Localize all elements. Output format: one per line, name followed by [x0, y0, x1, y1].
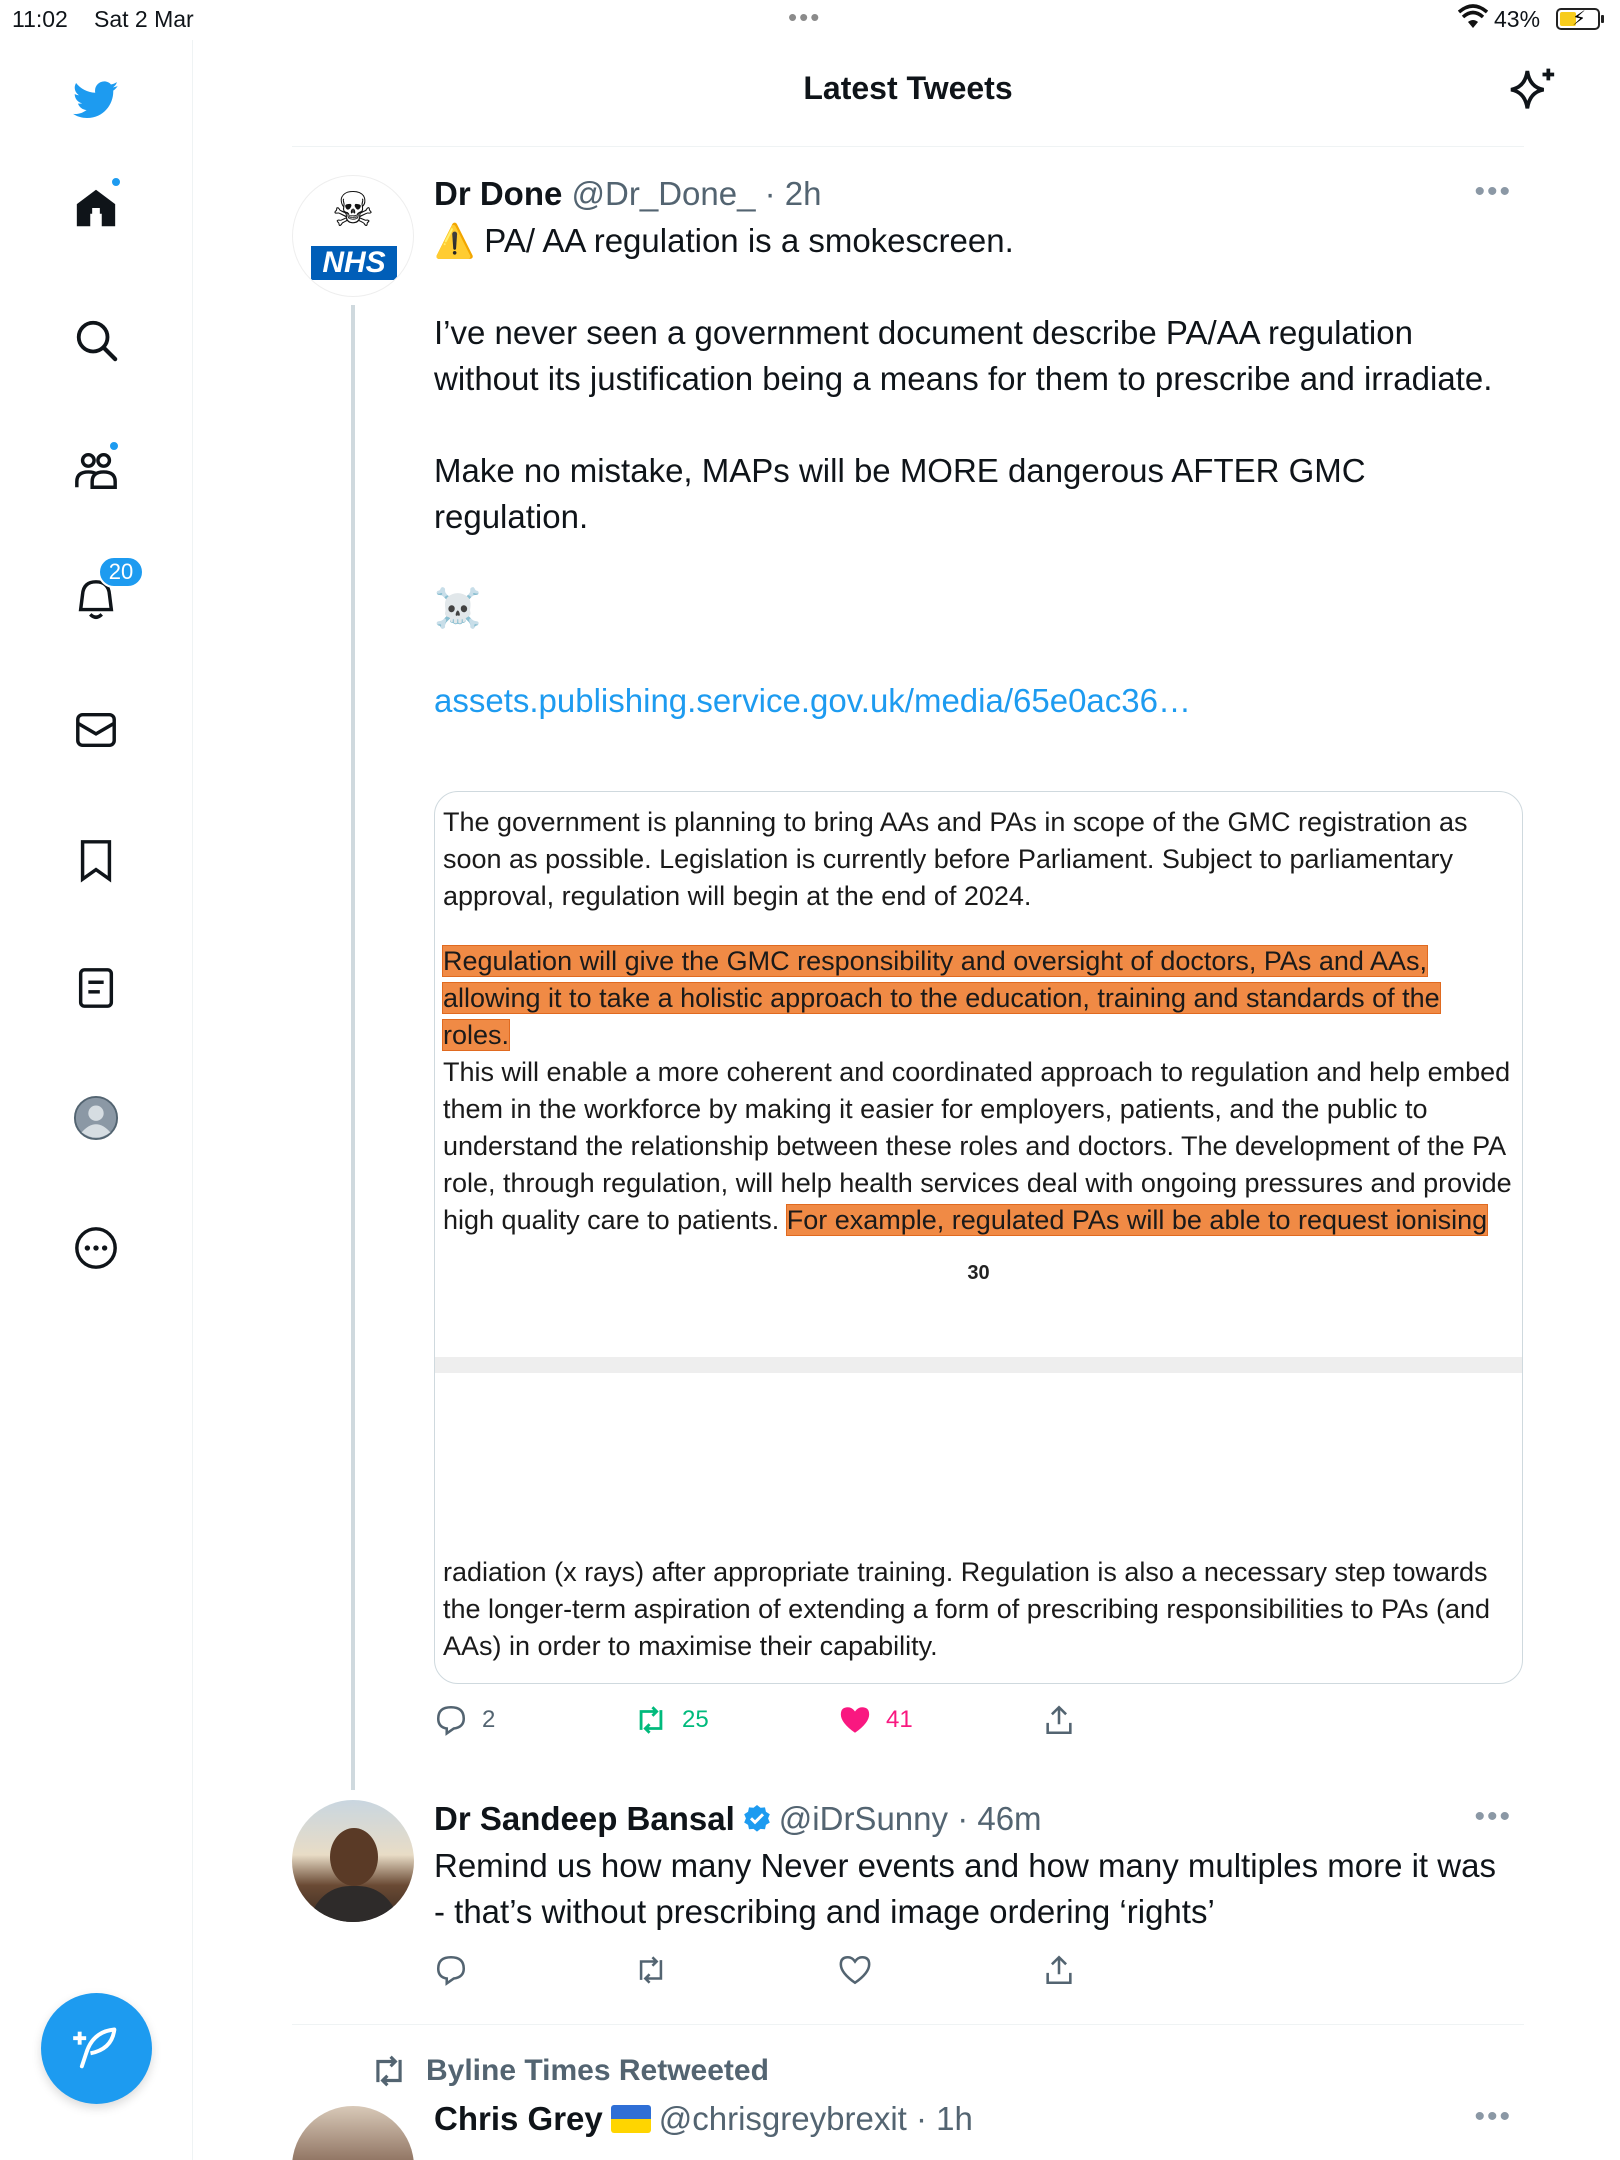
communities-icon[interactable] — [66, 440, 126, 500]
author-name[interactable]: Dr Sandeep Bansal — [434, 1800, 735, 1837]
bookmarks-icon[interactable] — [66, 830, 126, 890]
sidebar — [0, 40, 193, 2160]
lists-icon[interactable] — [66, 958, 126, 1018]
battery-percent: 43% — [1494, 6, 1541, 32]
timeline-header — [292, 40, 1524, 147]
tweet-time[interactable]: · 2h — [764, 175, 822, 212]
tweet-line: ☠️ — [434, 588, 482, 630]
more-options-icon[interactable] — [66, 1218, 126, 1278]
tweet-link[interactable]: assets.publishing.service.gov.uk/media/65e0ac36… — [434, 682, 1191, 719]
reply-icon — [434, 1703, 468, 1737]
sparkle-icon[interactable] — [1504, 64, 1560, 120]
tweet-line: ⚠️ PA/ AA regulation is a smokescreen. — [434, 222, 1014, 259]
battery-icon: ⚡ — [1556, 8, 1600, 30]
avatar[interactable] — [292, 1800, 414, 1922]
tweet-line: Make no mistake, MAPs will be MORE dangerous AFTER GMC regulation. — [434, 452, 1366, 535]
retweet-icon — [634, 1703, 668, 1737]
share-icon — [1042, 1703, 1076, 1737]
like-button[interactable] — [838, 1703, 913, 1737]
heart-icon — [838, 1953, 872, 1987]
messages-icon[interactable] — [66, 700, 126, 760]
retweeted-by[interactable] — [370, 2052, 769, 2090]
tweet-more-icon[interactable]: ••• — [1474, 2100, 1512, 2133]
retweet-count: 25 — [682, 1706, 709, 1733]
verified-badge-icon — [741, 1803, 773, 1835]
profile-icon[interactable] — [66, 1088, 126, 1148]
attached-image[interactable] — [434, 791, 1523, 1684]
reply-icon — [434, 1953, 468, 1987]
doc-paragraph: This will enable a more coherent and coordinated approach to regulation and help embed them in the workforce by making it easier for employers, patients, and the public to understand the relationship between these roles and doctors. The development of the PA role, through regulation, will help health services deal with ongoing pressures and provide high quality care to patients. — [443, 1057, 1512, 1235]
author-name[interactable]: Chris Grey — [434, 2100, 603, 2137]
tweet-time[interactable]: · 1h — [916, 2100, 973, 2137]
doc-page-number: 30 — [967, 1262, 990, 1284]
tweet-chris-grey[interactable] — [292, 2100, 1524, 2160]
retweet-icon — [634, 1953, 668, 1987]
doc-paragraph: radiation (x rays) after appropriate training. Regulation is also a necessary step towards the longer-term aspiration of extending a form of prescribing responsibilities to PAs (and AAs) in order to maximise their capability. — [443, 1557, 1491, 1661]
reply-button[interactable] — [434, 1703, 495, 1737]
like-count: 41 — [886, 1706, 913, 1733]
feather-plus-icon — [71, 2023, 123, 2075]
wifi-icon — [1458, 4, 1488, 37]
doc-highlight: Regulation will give the GMC responsibility and oversight of doctors, PAs and AAs, — [443, 946, 1427, 976]
doc-paragraph: The government is planning to bring AAs and PAs in scope of the GMC registration as soon as possible. Legislation is currently before Parliament. Subject to parliamentary approval, regulation will begin at the end of 2024. — [443, 807, 1468, 911]
home-icon[interactable] — [66, 178, 126, 238]
status-time: 11:02 — [12, 6, 68, 32]
notifications-badge: 20 — [98, 556, 144, 588]
tweet-header — [434, 2100, 973, 2138]
reply-button[interactable] — [434, 1953, 468, 1987]
thread-line — [351, 305, 355, 1790]
author-handle[interactable]: @Dr_Done_ — [571, 175, 756, 212]
avatar[interactable] — [292, 2106, 414, 2160]
author-handle[interactable]: @iDrSunny — [778, 1800, 949, 1837]
reply-count: 2 — [482, 1706, 496, 1733]
author-name[interactable]: Dr Done — [434, 175, 563, 212]
tweet-more-icon[interactable]: ••• — [1474, 175, 1512, 208]
tweet-body: Remind us how many Never events and how many multiples more it was - that’s without prescribing and image ordering ‘rights’ — [434, 1847, 1496, 1930]
retweet-button[interactable] — [634, 1953, 668, 1987]
tweet-body — [434, 218, 1514, 724]
retweet-icon — [370, 2052, 408, 2090]
tweet-actions — [434, 1703, 1134, 1743]
heart-filled-icon — [838, 1703, 872, 1737]
communities-unread-dot — [108, 440, 120, 452]
skull-crossbones-icon: ☠ — [331, 184, 375, 237]
home-unread-dot — [110, 176, 122, 188]
tweet-header — [434, 1800, 1042, 1838]
share-icon — [1042, 1953, 1076, 1987]
tweet-actions — [434, 1953, 1134, 1993]
compose-tweet-button[interactable] — [41, 1993, 152, 2104]
like-button[interactable] — [838, 1953, 872, 1987]
multitasking-dots-icon[interactable]: ••• — [788, 2, 822, 32]
retweet-button[interactable] — [634, 1703, 709, 1737]
tweet-more-icon[interactable]: ••• — [1474, 1800, 1512, 1833]
doc-highlight: allowing it to take a holistic approach to the education, training and standards of the roles. — [443, 983, 1440, 1050]
retweeted-by-label: Byline Times Retweeted — [426, 2054, 769, 2087]
tweet-line: I’ve never seen a government document describe PA/AA regulation without its justification being a means for them to prescribe and irradiate. — [434, 314, 1493, 397]
share-button[interactable] — [1042, 1703, 1076, 1737]
twitter-logo-icon[interactable] — [66, 70, 126, 130]
tweet-header — [434, 175, 821, 213]
share-button[interactable] — [1042, 1953, 1076, 1987]
search-icon[interactable] — [66, 310, 126, 370]
ukraine-flag-icon — [611, 2105, 651, 2133]
doc-text-top — [443, 804, 1513, 1239]
doc-highlight: For example, regulated PAs will be able to request ionising — [786, 1205, 1488, 1235]
tweet-divider — [292, 2024, 1524, 2025]
author-handle[interactable]: @chrisgreybrexit — [658, 2100, 907, 2137]
status-date: Sat 2 Mar — [94, 6, 194, 32]
doc-page-break — [435, 1357, 1522, 1373]
status-bar — [0, 0, 1620, 40]
avatar[interactable] — [292, 175, 414, 297]
tweet-time[interactable]: · 46m — [957, 1800, 1042, 1837]
nhs-logo: NHS — [311, 246, 397, 280]
page-title: Latest Tweets — [803, 70, 1013, 106]
